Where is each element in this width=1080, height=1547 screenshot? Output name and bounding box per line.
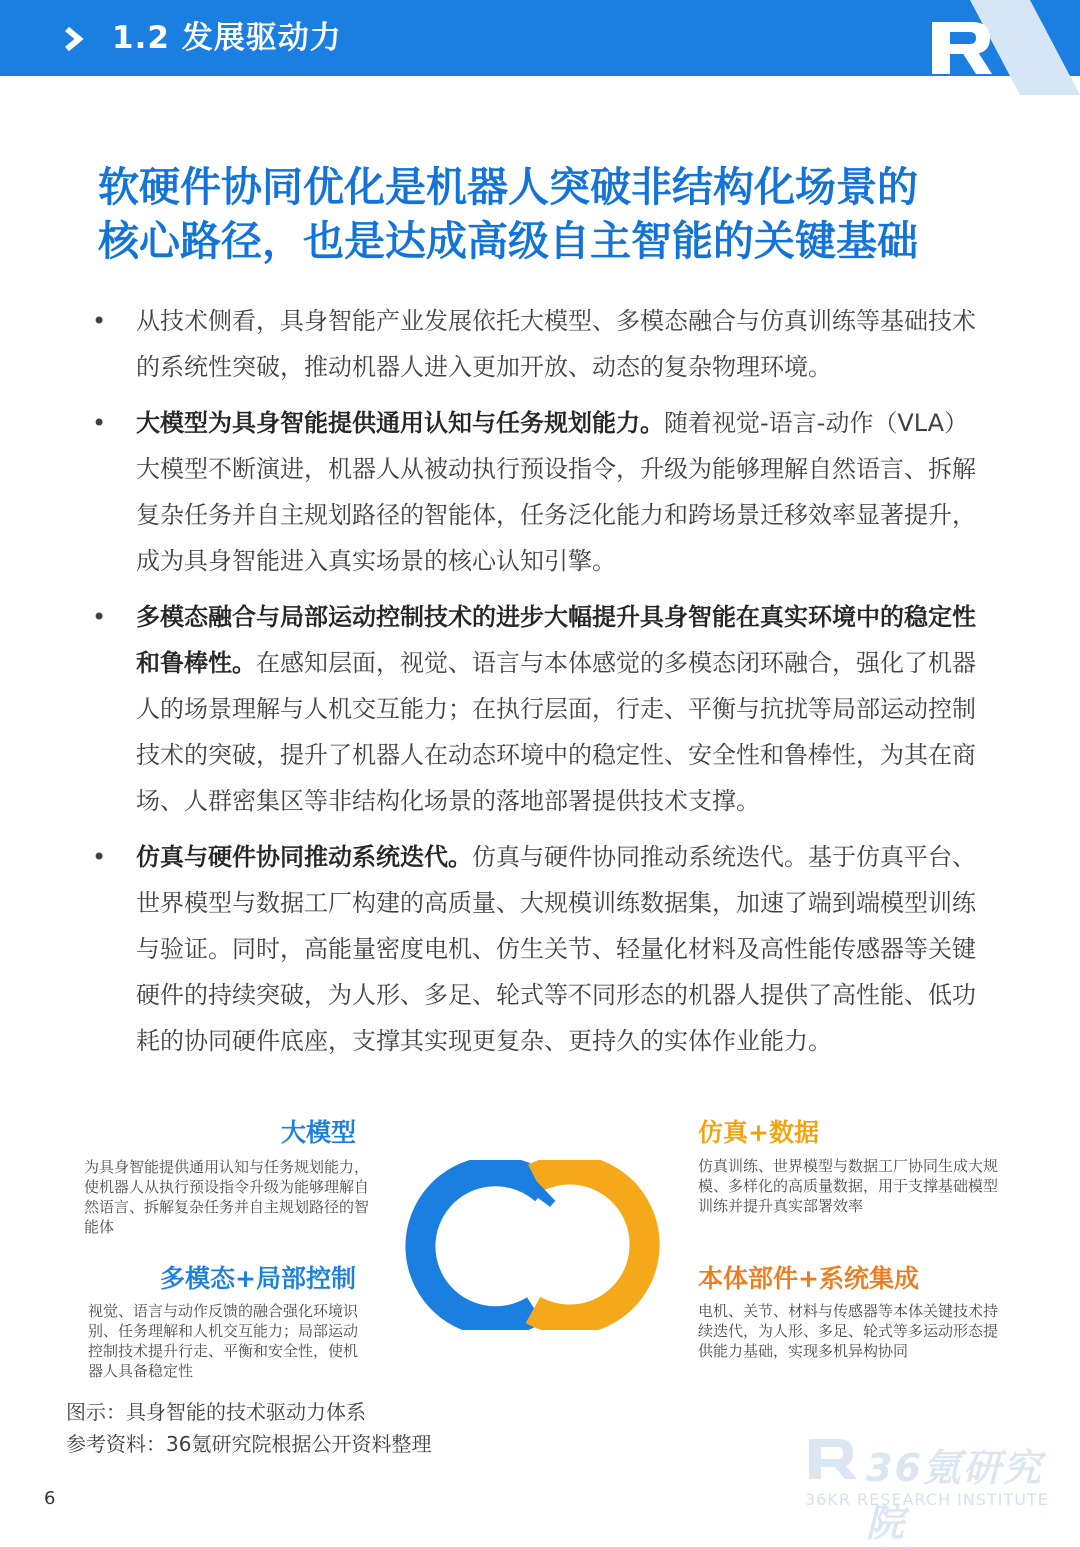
diagram-desc-large-model: 为具身智能提供通用认知与任务规划能力，使机器人从执行预设指令升级为能够理解自然语言、拆解复杂任务并自主规划路径的智能体 bbox=[84, 1158, 370, 1236]
watermark-name: 36氪研究院 bbox=[866, 1446, 1043, 1545]
bullet-text: 随着视觉-语言-动作（VLA）大模型不断演进，机器人从被动执行预设指令，升级为能够理解自然语言、拆解复杂任务并自主规划路径的智能体，任务泛化能力和跨场景迁移效率显著提升，成为具身智能进入真实场景的核心认知引擎。 bbox=[136, 409, 976, 575]
bullet-item bbox=[0, 834, 986, 1064]
bullet-bold-lead: 大模型为具身智能提供通用认知与任务规划能力。 bbox=[136, 409, 664, 437]
bullet-item bbox=[0, 400, 986, 584]
bullet-dot: • bbox=[92, 603, 107, 631]
loop-blue-ring bbox=[420, 1171, 545, 1321]
bullet-bold-lead: 多模态融合与局部运动控制技术的进步大幅提升具身智能在真实环境中的稳定性和鲁棒性。 bbox=[136, 603, 976, 677]
chevron-right-icon bbox=[62, 26, 88, 52]
watermark-subtitle: 36KR RESEARCH INSTITUTE bbox=[805, 1490, 1049, 1509]
diagram-desc-simulation: 仿真训练、世界模型与数据工厂协同生成大规模、多样化的高质量数据，用于支撑基础模型训练并提升真实部署效率 bbox=[698, 1157, 999, 1215]
bullet-item bbox=[0, 298, 986, 390]
figure-caption: 图示：具身智能的技术驱动力体系 bbox=[66, 1400, 366, 1424]
source-caption: 参考资料：36氪研究院根据公开资料整理 bbox=[66, 1432, 432, 1456]
headline-line-1: 软硬件协同优化是机器人突破非结构化场景的 bbox=[98, 163, 918, 211]
bullet-dot: • bbox=[92, 307, 107, 335]
diagram-title-simulation: 仿真+数据 bbox=[698, 1118, 819, 1147]
diagram-desc-hardware: 电机、关节、材料与传感器等本体关键技术持续迭代，为人形、多足、轮式等多运动形态提供能力基础，实现多机异构协同 bbox=[698, 1302, 999, 1360]
loop-orange-ring bbox=[533, 1170, 645, 1320]
bullet-text: 从技术侧看，具身智能产业发展依托大模型、多模态融合与仿真训练等基础技术的系统性突破，推动机器人进入更加开放、动态的复杂物理环境。 bbox=[136, 307, 976, 381]
bullet-list bbox=[0, 298, 1080, 1074]
diagram-desc-multimodal: 视觉、语言与动作反馈的融合强化环境识别、任务理解和人机交互能力；局部运动控制技术提升行走、平衡和安全性，使机器人具备稳定性 bbox=[88, 1302, 359, 1380]
r-logo-icon bbox=[880, 0, 1080, 95]
diagram-title-multimodal: 多模态+局部控制 bbox=[160, 1264, 356, 1293]
headline-line-2: 核心路径，也是达成高级自主智能的关键基础 bbox=[98, 217, 918, 265]
page-headline bbox=[98, 160, 998, 268]
bullet-text: 在感知层面，视觉、语言与本体感觉的多模态闭环融合，强化了机器人的场景理解与人机交互能力；在执行层面，行走、平衡与抗扰等局部运动控制技术的突破，提升了机器人在动态环境中的稳定性、安全性和鲁棒性，为其在商场、人群密集区等非结构化场景的落地部署提供技术支撑。 bbox=[136, 649, 976, 815]
diagram-title-hardware: 本体部件+系统集成 bbox=[698, 1264, 919, 1293]
page-number: 6 bbox=[44, 1488, 56, 1509]
bullet-bold-lead: 仿真与硬件协同推动系统迭代。 bbox=[136, 843, 472, 871]
bullet-dot: • bbox=[92, 409, 107, 437]
bullet-text: 仿真与硬件协同推动系统迭代。基于仿真平台、世界模型与数据工厂构建的高质量、大规模训练数据集，加速了端到端模型训练与验证。同时，高能量密度电机、仿生关节、轻量化材料及高性能传感器等关键硬件的持续突破，为人形、多足、轮式等不同形态的机器人提供了高性能、低功耗的协同硬件底座，支撑其实现更复杂、更持久的实体作业能力。 bbox=[136, 843, 976, 1055]
diagram-title-large-model: 大模型 bbox=[280, 1118, 356, 1147]
bullet-dot: • bbox=[92, 843, 107, 871]
infinity-loop-graphic bbox=[385, 1160, 680, 1330]
section-title: 1.2 发展驱动力 bbox=[112, 20, 342, 56]
watermark-logo-icon bbox=[805, 1433, 861, 1483]
bullet-item bbox=[0, 594, 986, 824]
